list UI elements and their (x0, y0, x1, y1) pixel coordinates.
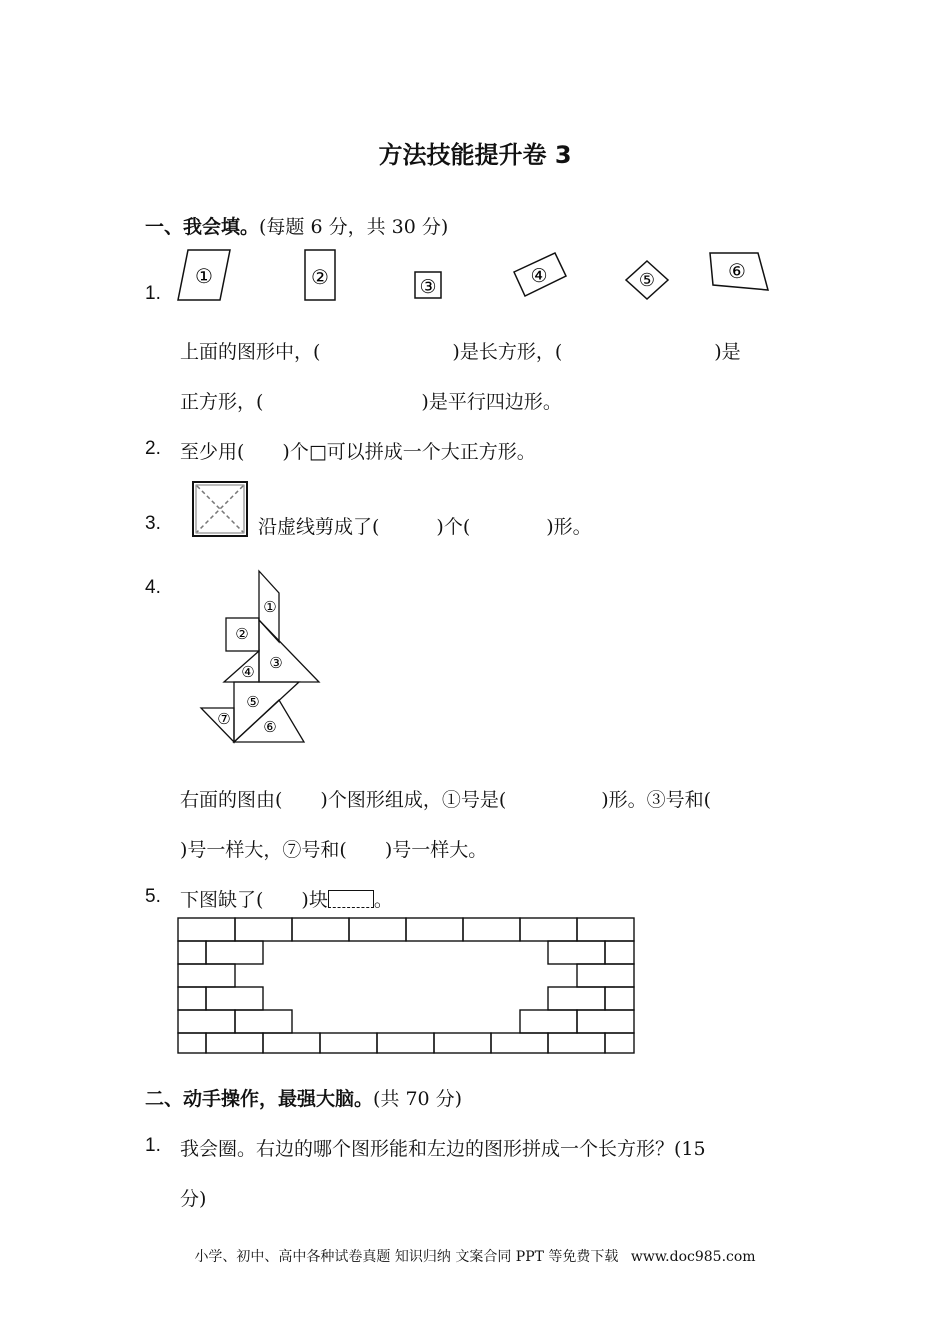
q1-line-1 (180, 337, 741, 364)
q3-text: 沿虚线剪成了( )个( )形。 (258, 516, 592, 538)
s2-q1-number: 1. (145, 1135, 161, 1156)
piece-7-label: ⑦ (217, 710, 231, 728)
shape-3-label: ③ (419, 276, 437, 298)
shape-1-parallelogram (178, 250, 230, 300)
piece-5-label: ⑤ (246, 693, 260, 711)
q3-number: 3. (145, 513, 161, 534)
section-1-score: (每题 6 分，共 30 分) (259, 216, 449, 238)
q1-text-a: 上面的图形中，( (180, 341, 321, 363)
shape-4-label: ④ (530, 265, 548, 287)
footer-text: 小学、初中、高中各种试卷真题 知识归纳 文案合同 PPT 等免费下载 (194, 1249, 619, 1265)
shape-3-square (415, 272, 441, 298)
section-1-heading (145, 212, 448, 239)
s2-q1-line-2: 分) (180, 1188, 207, 1210)
q4-line-2: )号一样大，⑦号和( )号一样大。 (180, 839, 488, 861)
q2-text: 至少用( )个□可以拼成一个大正方形。 (180, 441, 536, 463)
footer-url[interactable]: www.doc985.com (630, 1249, 756, 1265)
section-2-heading (145, 1084, 462, 1111)
q5-number: 5. (145, 886, 161, 907)
page-title: 方法技能提升卷 3 (378, 141, 572, 169)
piece-1-label: ① (263, 598, 277, 616)
q3-square-figure (191, 480, 251, 540)
shape-6-quadrilateral (710, 253, 768, 290)
q5-text-a: 下图缺了( )块 (180, 889, 328, 911)
piece-3-label: ③ (269, 654, 283, 672)
q2-number: 2. (145, 438, 161, 459)
section-1-title: 一、我会填。 (145, 216, 260, 238)
piece-2-label: ② (235, 625, 249, 643)
page-footer (0, 1246, 950, 1266)
q1-shapes (170, 245, 810, 315)
q4-line-1: 右面的图由( )个图形组成，①号是( )形。③号和( (180, 789, 712, 811)
shape-1-label: ① (195, 264, 213, 288)
q4-number: 4. (145, 577, 161, 598)
q1-text-c: )是 (714, 341, 741, 363)
piece-6-label: ⑥ (263, 718, 277, 736)
shape-6-label: ⑥ (728, 259, 746, 283)
q1-text-b: )是长方形，( (452, 341, 563, 363)
piece-4-label: ④ (241, 663, 255, 681)
q1-text-e: )是平行四边形。 (421, 391, 562, 413)
section-2-score: (共 70 分) (373, 1088, 463, 1110)
q1-number: 1. (145, 283, 161, 304)
shape-5-label: ⑤ (638, 270, 656, 291)
q5-brick-wall (176, 916, 636, 1056)
s2-q1-line-1: 我会圈。右边的哪个图形能和左边的图形拼成一个长方形？(15 (180, 1138, 706, 1160)
piece-3 (259, 620, 319, 682)
shape-5-diamond-square (626, 261, 668, 299)
q4-tangram-figure (198, 568, 328, 748)
brick-icon (328, 890, 374, 908)
q1-text-d: 正方形，( (180, 391, 264, 413)
q1-line-2 (180, 387, 562, 414)
shape-2-rectangle (305, 250, 335, 300)
shape-4-rotated-rectangle (514, 253, 566, 296)
q5-text (180, 885, 393, 912)
section-2-title: 二、动手操作，最强大脑。 (145, 1088, 374, 1110)
q5-text-b: 。 (373, 889, 393, 911)
shape-2-label: ② (311, 265, 329, 289)
